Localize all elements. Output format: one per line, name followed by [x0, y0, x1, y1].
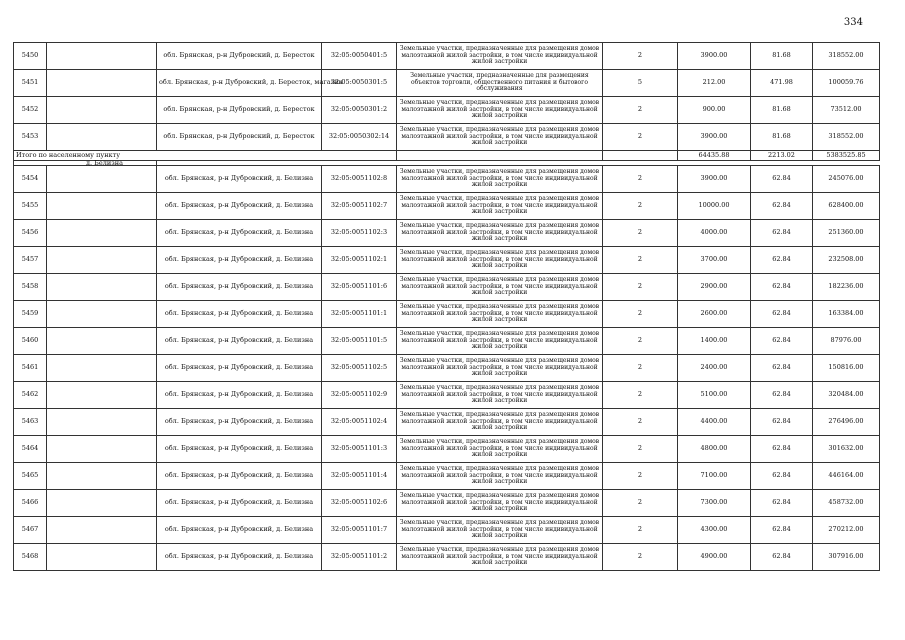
row-address: обл. Брянская, р-н Дубровский, д. Белизна: [157, 220, 322, 247]
row-rate: 62.84: [751, 409, 813, 436]
row-cadastral-value: 163384.00: [813, 301, 880, 328]
table-row: [14, 490, 880, 517]
row-cadastral-number: 32:05:0051102:9: [322, 382, 397, 409]
row-area: 7100.00: [678, 463, 751, 490]
row-group: 2: [603, 220, 678, 247]
row-number: 5468: [14, 544, 47, 571]
row-group: 2: [603, 166, 678, 193]
row-group: 2: [603, 409, 678, 436]
row-cadastral-value: 182236.00: [813, 274, 880, 301]
blank-cell: [47, 409, 157, 436]
blank-cell: [47, 463, 157, 490]
row-cadastral-number: 32:05:0051101:4: [322, 463, 397, 490]
table-row: [14, 409, 880, 436]
row-area: 2600.00: [678, 301, 751, 328]
row-cadastral-value: 73512.00: [813, 97, 880, 124]
row-land-use: Земельные участки, предназначенные для размещения домов малоэтажной жилой застройки, в том числе индивидуальной жилой застройки: [397, 463, 603, 490]
table-body-section-a: [14, 43, 880, 151]
total-label: Итого по населенному пункту: [14, 151, 397, 161]
row-cadastral-value: 307916.00: [813, 544, 880, 571]
row-rate: 62.84: [751, 436, 813, 463]
table-row: [14, 70, 880, 97]
row-rate: 62.84: [751, 166, 813, 193]
row-cadastral-value: 100059.76: [813, 70, 880, 97]
row-area: 5100.00: [678, 382, 751, 409]
row-area: 212.00: [678, 70, 751, 97]
row-land-use: Земельные участки, предназначенные для размещения домов малоэтажной жилой застройки, в том числе индивидуальной жилой застройки: [397, 247, 603, 274]
table-row: [14, 517, 880, 544]
row-number: 5451: [14, 70, 47, 97]
row-land-use: Земельные участки, предназначенные для размещения домов малоэтажной жилой застройки, в том числе индивидуальной жилой застройки: [397, 517, 603, 544]
row-number: 5456: [14, 220, 47, 247]
row-cadastral-number: 32:05:0051101:5: [322, 328, 397, 355]
row-number: 5459: [14, 301, 47, 328]
total-rate: 2213.02: [751, 151, 813, 161]
blank-cell: [47, 382, 157, 409]
row-cadastral-value: 320484.00: [813, 382, 880, 409]
row-group: 5: [603, 70, 678, 97]
row-land-use: Земельные участки, предназначенные для размещения домов малоэтажной жилой застройки, в том числе индивидуальной жилой застройки: [397, 274, 603, 301]
row-address: обл. Брянская, р-н Дубровский, д. Белизна: [157, 463, 322, 490]
row-address: обл. Брянская, р-н Дубровский, д. Белизна: [157, 166, 322, 193]
row-cadastral-number: 32:05:0051102:8: [322, 166, 397, 193]
row-rate: 62.84: [751, 463, 813, 490]
total-area: 64435.88: [678, 151, 751, 161]
row-cadastral-number: 32:05:0050302:14: [322, 124, 397, 151]
row-rate: 62.84: [751, 517, 813, 544]
row-cadastral-number: 32:05:0051102:1: [322, 247, 397, 274]
row-cadastral-value: 628400.00: [813, 193, 880, 220]
row-number: 5454: [14, 166, 47, 193]
row-group: 2: [603, 274, 678, 301]
row-land-use: Земельные участки, предназначенные для размещения объектов торговли, общественного питания и бытового обслуживания: [397, 70, 603, 97]
row-rate: 62.84: [751, 490, 813, 517]
row-land-use: Земельные участки, предназначенные для размещения домов малоэтажной жилой застройки, в том числе индивидуальной жилой застройки: [397, 220, 603, 247]
blank-cell: [47, 247, 157, 274]
row-group: 2: [603, 193, 678, 220]
row-group: 2: [603, 463, 678, 490]
row-number: 5460: [14, 328, 47, 355]
row-cadastral-value: 318552.00: [813, 124, 880, 151]
table-row: [14, 43, 880, 70]
row-number: 5452: [14, 97, 47, 124]
row-rate: 62.84: [751, 544, 813, 571]
row-address: обл. Брянская, р-н Дубровский, д. Белизна: [157, 544, 322, 571]
blank-cell: [47, 70, 157, 97]
row-area: 1400.00: [678, 328, 751, 355]
row-rate: 471.98: [751, 70, 813, 97]
row-area: 3900.00: [678, 124, 751, 151]
blank-cell: [47, 166, 157, 193]
table-row: [14, 274, 880, 301]
blank-cell: [47, 517, 157, 544]
row-area: 3900.00: [678, 166, 751, 193]
total-value: 5383525.85: [813, 151, 880, 161]
cadastral-value-table: [13, 42, 880, 571]
row-number: 5465: [14, 463, 47, 490]
row-cadastral-number: 32:05:0051101:2: [322, 544, 397, 571]
row-cadastral-value: 232508.00: [813, 247, 880, 274]
row-rate: 62.84: [751, 355, 813, 382]
row-group: 2: [603, 355, 678, 382]
row-address: обл. Брянская, р-н Дубровский, д. Белизна: [157, 382, 322, 409]
row-area: 4900.00: [678, 544, 751, 571]
row-cadastral-number: 32:05:0051101:3: [322, 436, 397, 463]
row-cadastral-value: 446164.00: [813, 463, 880, 490]
table-row: [14, 382, 880, 409]
row-area: 2900.00: [678, 274, 751, 301]
row-cadastral-value: 458732.00: [813, 490, 880, 517]
row-address: обл. Брянская, р-н Дубровский, д. Белизна: [157, 436, 322, 463]
row-area: 4400.00: [678, 409, 751, 436]
row-land-use: Земельные участки, предназначенные для размещения домов малоэтажной жилой застройки, в том числе индивидуальной жилой застройки: [397, 382, 603, 409]
row-cadastral-number: 32:05:0050401:5: [322, 43, 397, 70]
row-cadastral-value: 251360.00: [813, 220, 880, 247]
row-area: 4000.00: [678, 220, 751, 247]
row-address: обл. Брянская, р-н Дубровский, д. Белизна: [157, 247, 322, 274]
row-area: 3700.00: [678, 247, 751, 274]
row-land-use: Земельные участки, предназначенные для размещения домов малоэтажной жилой застройки, в том числе индивидуальной жилой застройки: [397, 43, 603, 70]
row-area: 4300.00: [678, 517, 751, 544]
row-number: 5466: [14, 490, 47, 517]
table-row: [14, 544, 880, 571]
row-cadastral-value: 150816.00: [813, 355, 880, 382]
row-cadastral-number: 32:05:0051102:3: [322, 220, 397, 247]
row-cadastral-number: 32:05:0051101:6: [322, 274, 397, 301]
row-rate: 81.68: [751, 97, 813, 124]
blank-cell: [47, 544, 157, 571]
row-land-use: Земельные участки, предназначенные для размещения домов малоэтажной жилой застройки, в том числе индивидуальной жилой застройки: [397, 544, 603, 571]
blank-cell: [47, 124, 157, 151]
row-cadastral-number: 32:05:0051101:1: [322, 301, 397, 328]
blank-cell: [47, 97, 157, 124]
row-cadastral-number: 32:05:0051101:7: [322, 517, 397, 544]
row-number: 5464: [14, 436, 47, 463]
blank-cell: [47, 274, 157, 301]
row-area: 2400.00: [678, 355, 751, 382]
row-cadastral-number: 32:05:0050301:2: [322, 97, 397, 124]
blank-cell: [47, 43, 157, 70]
settlement-name: д. Белизна: [86, 159, 123, 167]
row-area: 7300.00: [678, 490, 751, 517]
row-group: 2: [603, 544, 678, 571]
table-row: [14, 463, 880, 490]
row-address: обл. Брянская, р-н Дубровский, д. Белизна: [157, 328, 322, 355]
row-number: 5458: [14, 274, 47, 301]
row-land-use: Земельные участки, предназначенные для размещения домов малоэтажной жилой застройки, в том числе индивидуальной жилой застройки: [397, 166, 603, 193]
row-group: 2: [603, 517, 678, 544]
row-number: 5467: [14, 517, 47, 544]
row-rate: 62.84: [751, 193, 813, 220]
row-cadastral-number: 32:05:0051102:5: [322, 355, 397, 382]
row-area: 900.00: [678, 97, 751, 124]
row-cadastral-number: 32:05:0051102:7: [322, 193, 397, 220]
row-rate: 81.68: [751, 43, 813, 70]
row-group: 2: [603, 43, 678, 70]
row-land-use: Земельные участки, предназначенные для размещения домов малоэтажной жилой застройки, в том числе индивидуальной жилой застройки: [397, 193, 603, 220]
row-land-use: Земельные участки, предназначенные для размещения домов малоэтажной жилой застройки, в том числе индивидуальной жилой застройки: [397, 436, 603, 463]
row-group: 2: [603, 247, 678, 274]
row-land-use: Земельные участки, предназначенные для размещения домов малоэтажной жилой застройки, в том числе индивидуальной жилой застройки: [397, 124, 603, 151]
row-number: 5457: [14, 247, 47, 274]
blank-cell: [47, 193, 157, 220]
row-address: обл. Брянская, р-н Дубровский, д. Белизна: [157, 517, 322, 544]
table-row: [14, 166, 880, 193]
row-cadastral-value: 276496.00: [813, 409, 880, 436]
row-group: 2: [603, 301, 678, 328]
row-cadastral-number: 32:05:0051102:6: [322, 490, 397, 517]
row-cadastral-value: 318552.00: [813, 43, 880, 70]
row-address: обл. Брянская, р-н Дубровский, д. Белизна: [157, 301, 322, 328]
table-row: [14, 247, 880, 274]
row-address: обл. Брянская, р-н Дубровский, д. Белизна: [157, 274, 322, 301]
row-land-use: Земельные участки, предназначенные для размещения домов малоэтажной жилой застройки, в том числе индивидуальной жилой застройки: [397, 409, 603, 436]
row-area: 4800.00: [678, 436, 751, 463]
row-group: 2: [603, 436, 678, 463]
row-cadastral-number: 32:05:0051102:4: [322, 409, 397, 436]
table-row: [14, 97, 880, 124]
row-cadastral-value: 245076.00: [813, 166, 880, 193]
table-body-section-b: [14, 166, 880, 571]
table-row: [14, 220, 880, 247]
row-land-use: Земельные участки, предназначенные для размещения домов малоэтажной жилой застройки, в том числе индивидуальной жилой застройки: [397, 301, 603, 328]
row-group: 2: [603, 97, 678, 124]
row-number: 5463: [14, 409, 47, 436]
row-number: 5450: [14, 43, 47, 70]
blank-cell: [47, 490, 157, 517]
row-group: 2: [603, 490, 678, 517]
blank-cell: [47, 355, 157, 382]
row-rate: 62.84: [751, 301, 813, 328]
row-rate: 62.84: [751, 328, 813, 355]
row-group: 2: [603, 328, 678, 355]
row-rate: 81.68: [751, 124, 813, 151]
blank-cell: [47, 328, 157, 355]
row-land-use: Земельные участки, предназначенные для размещения домов малоэтажной жилой застройки, в том числе индивидуальной жилой застройки: [397, 355, 603, 382]
row-rate: 62.84: [751, 220, 813, 247]
table-row: [14, 355, 880, 382]
row-address: обл. Брянская, р-н Дубровский, д. Бересток: [157, 43, 322, 70]
settlement-total-row: [14, 151, 880, 161]
row-address: обл. Брянская, р-н Дубровский, д. Белизна: [157, 193, 322, 220]
table-row: [14, 124, 880, 151]
page-number: 334: [843, 17, 863, 28]
table-row: [14, 328, 880, 355]
row-group: 2: [603, 382, 678, 409]
table-row: [14, 301, 880, 328]
row-cadastral-value: 301632.00: [813, 436, 880, 463]
row-number: 5461: [14, 355, 47, 382]
row-address: обл. Брянская, р-н Дубровский, д. Бересток: [157, 124, 322, 151]
row-land-use: Земельные участки, предназначенные для размещения домов малоэтажной жилой застройки, в том числе индивидуальной жилой застройки: [397, 328, 603, 355]
table-row: [14, 436, 880, 463]
blank-cell: [47, 220, 157, 247]
blank-cell: [47, 301, 157, 328]
row-cadastral-value: 270212.00: [813, 517, 880, 544]
row-rate: 62.84: [751, 247, 813, 274]
row-land-use: Земельные участки, предназначенные для размещения домов малоэтажной жилой застройки, в том числе индивидуальной жилой застройки: [397, 490, 603, 517]
row-number: 5462: [14, 382, 47, 409]
row-rate: 62.84: [751, 382, 813, 409]
table-row: [14, 193, 880, 220]
row-address: обл. Брянская, р-н Дубровский, д. Белизна: [157, 355, 322, 382]
row-land-use: Земельные участки, предназначенные для размещения домов малоэтажной жилой застройки, в том числе индивидуальной жилой застройки: [397, 97, 603, 124]
row-area: 3900.00: [678, 43, 751, 70]
row-address: обл. Брянская, р-н Дубровский, д. Белизна: [157, 490, 322, 517]
row-cadastral-number: 32:05:0050301:5: [322, 70, 397, 97]
row-group: 2: [603, 124, 678, 151]
row-number: 5453: [14, 124, 47, 151]
total-section: [14, 151, 880, 166]
row-cadastral-value: 87976.00: [813, 328, 880, 355]
row-address: обл. Брянская, р-н Дубровский, д. Бересток: [157, 97, 322, 124]
row-address: обл. Брянская, р-н Дубровский, д. Белизна: [157, 409, 322, 436]
row-rate: 62.84: [751, 274, 813, 301]
row-number: 5455: [14, 193, 47, 220]
row-area: 10000.00: [678, 193, 751, 220]
row-address: обл. Брянская, р-н Дубровский, д. Бересток, магазин: [157, 70, 322, 97]
blank-cell: [47, 436, 157, 463]
